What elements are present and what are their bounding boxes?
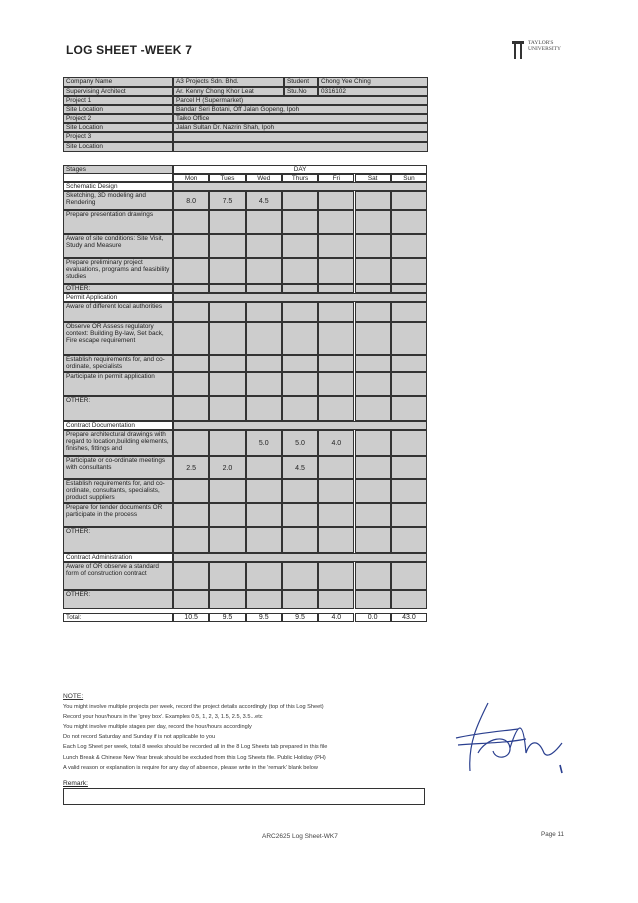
hours-cell[interactable]: [173, 234, 209, 258]
hours-cell[interactable]: [391, 372, 427, 396]
hours-cell[interactable]: [391, 456, 427, 479]
hours-cell[interactable]: [391, 562, 427, 590]
hours-cell[interactable]: [282, 302, 318, 322]
hours-cell[interactable]: [355, 396, 391, 421]
note-line: You might involve multiple projects per week, record the project details accordingly (top of this Log Sheet): [63, 704, 324, 711]
remark-label: Remark:: [63, 780, 88, 787]
day-header: Sat: [355, 174, 391, 182]
stages-spacer: [63, 174, 173, 182]
hours-cell[interactable]: [246, 479, 282, 503]
hours-cell[interactable]: 4.5: [282, 456, 318, 479]
hours-cell[interactable]: [282, 372, 318, 396]
day-header: Fri: [318, 174, 354, 182]
hours-cell[interactable]: [391, 430, 427, 456]
hours-cell[interactable]: [209, 258, 245, 284]
note-line: Lunch Break & Chinese New Year break should be excluded from this Log Sheets file. Public Holiday (PH): [63, 754, 326, 761]
section-header: Contract Documentation: [63, 421, 173, 430]
hours-cell[interactable]: 4.0: [318, 430, 354, 456]
total-label: Total:: [63, 613, 173, 622]
day-header: Tues: [209, 174, 245, 182]
section-header: Contract Administration: [63, 553, 173, 562]
note-line: A valid reason or explanation is require for any day of absence, please write in the 'remark' blank below: [63, 764, 318, 771]
stage-row-label: OTHER:: [63, 590, 173, 609]
stage-row-label: Prepare presentation drawings: [63, 210, 173, 234]
site3-value[interactable]: [173, 142, 428, 152]
total-value: 10.5: [173, 613, 209, 622]
hours-cell[interactable]: [246, 284, 282, 293]
hours-cell[interactable]: [391, 234, 427, 258]
note-line: Each Log Sheet per week, total 8 weeks should be recorded all in the 8 Log Sheets tab prepared in this file: [63, 744, 328, 751]
hours-cell[interactable]: [246, 396, 282, 421]
hours-cell[interactable]: [355, 562, 391, 590]
stage-row-label: OTHER:: [63, 284, 173, 293]
hours-cell[interactable]: [391, 527, 427, 553]
hours-cell[interactable]: [209, 372, 245, 396]
day-label: DAY: [173, 165, 427, 174]
hours-cell[interactable]: [209, 527, 245, 553]
section-header-band: [173, 182, 427, 191]
university-crest-icon: [512, 40, 524, 60]
total-value: 9.5: [282, 613, 318, 622]
stage-row-label: Participate in permit application: [63, 372, 173, 396]
hours-cell[interactable]: [282, 284, 318, 293]
page-title: LOG SHEET -WEEK 7: [66, 43, 193, 57]
hours-cell[interactable]: [318, 479, 354, 503]
hours-cell[interactable]: [209, 562, 245, 590]
hours-cell[interactable]: [173, 503, 209, 527]
stages-label: Stages: [63, 165, 173, 174]
hours-cell[interactable]: [355, 503, 391, 527]
hours-cell[interactable]: [318, 396, 354, 421]
stage-row-label: Establish requirements for, and co-ordinate, consultants, specialists, product suppliers: [63, 479, 173, 503]
hours-cell[interactable]: [391, 302, 427, 322]
hours-cell[interactable]: [355, 527, 391, 553]
hours-cell[interactable]: [282, 562, 318, 590]
hours-cell[interactable]: 2.5: [173, 456, 209, 479]
hours-cell[interactable]: [173, 527, 209, 553]
section-header-band: [173, 553, 427, 562]
hours-cell[interactable]: [318, 210, 354, 234]
hours-cell[interactable]: [355, 284, 391, 293]
hours-cell[interactable]: [318, 322, 354, 355]
hours-cell[interactable]: [391, 284, 427, 293]
hours-cell[interactable]: [209, 503, 245, 527]
section-header-band: [173, 293, 427, 302]
hours-cell[interactable]: [355, 479, 391, 503]
hours-cell[interactable]: [246, 302, 282, 322]
stage-row-label: Prepare architectural drawings with regard to location,building elements, finishes, fittings and: [63, 430, 173, 456]
hours-cell[interactable]: [173, 355, 209, 372]
hours-cell[interactable]: [282, 234, 318, 258]
hours-cell[interactable]: [209, 234, 245, 258]
stage-row-label: Participate or co-ordinate meetings with consultants: [63, 456, 173, 479]
hours-cell[interactable]: [282, 590, 318, 609]
stage-row-label: Prepare preliminary project evaluations, programs and feasibility studies: [63, 258, 173, 284]
hours-cell[interactable]: [355, 590, 391, 609]
hours-cell[interactable]: [282, 479, 318, 503]
hours-cell[interactable]: [391, 590, 427, 609]
notes-heading: NOTE:: [63, 693, 84, 700]
hours-cell[interactable]: [355, 191, 391, 210]
stage-row-label: Sketching, 3D modeling and Rendering: [63, 191, 173, 210]
student-value[interactable]: Chong Yee Ching: [318, 77, 428, 87]
project2-label: Project 2: [63, 114, 173, 123]
site1-label: Site Location: [63, 105, 173, 114]
hours-cell[interactable]: [282, 322, 318, 355]
stage-row-label: Establish requirements for, and co-ordinate, specialists: [63, 355, 173, 372]
hours-cell[interactable]: [246, 234, 282, 258]
hours-cell[interactable]: [355, 210, 391, 234]
hours-cell[interactable]: [209, 430, 245, 456]
stuno-value[interactable]: 0316102: [318, 87, 428, 96]
project2-value[interactable]: Taiko Office: [173, 114, 428, 123]
hours-cell[interactable]: [282, 210, 318, 234]
hours-cell[interactable]: [318, 258, 354, 284]
note-line: Record your hour/hours in the 'grey box'. Examples 0.5, 1, 2, 3, 1.5, 2.5, 3.5...etc: [63, 714, 263, 721]
hours-cell[interactable]: [282, 258, 318, 284]
stage-row-label: Aware of OR observe a standard form of construction contract: [63, 562, 173, 590]
logo-line-2: UNIVERSITY: [528, 46, 561, 52]
hours-cell[interactable]: [318, 284, 354, 293]
page-number: Page 11: [541, 831, 564, 838]
site2-label: Site Location: [63, 123, 173, 132]
hours-cell[interactable]: [173, 396, 209, 421]
hours-cell[interactable]: [173, 479, 209, 503]
hours-cell[interactable]: [355, 456, 391, 479]
hours-cell[interactable]: [209, 396, 245, 421]
hours-cell[interactable]: [391, 258, 427, 284]
hours-cell[interactable]: [209, 590, 245, 609]
stage-row-label: Aware of site conditions: Site Visit, Study and Measure: [63, 234, 173, 258]
hours-cell[interactable]: 8.0: [173, 191, 209, 210]
hours-cell[interactable]: [173, 302, 209, 322]
hours-cell[interactable]: [318, 372, 354, 396]
hours-cell[interactable]: [355, 355, 391, 372]
stage-row-label: OTHER:: [63, 396, 173, 421]
hours-cell[interactable]: [173, 322, 209, 355]
hours-cell[interactable]: [246, 372, 282, 396]
hours-cell[interactable]: [173, 430, 209, 456]
student-label: Student: [284, 77, 318, 87]
hours-cell[interactable]: [173, 562, 209, 590]
hours-cell[interactable]: [246, 503, 282, 527]
architect-label: Supervising Architect: [63, 87, 173, 96]
note-line: Do not record Saturday and Sunday if is not applicable to you: [63, 734, 216, 741]
hours-cell[interactable]: [246, 210, 282, 234]
hours-cell[interactable]: [355, 302, 391, 322]
hours-cell[interactable]: [282, 503, 318, 527]
hours-cell[interactable]: [355, 430, 391, 456]
project3-label: Project 3: [63, 132, 173, 142]
total-value: 9.5: [246, 613, 282, 622]
architect-value[interactable]: Ar. Kenny Chong Khor Leat: [173, 87, 284, 96]
hours-cell[interactable]: 4.5: [246, 191, 282, 210]
note-line: You might involve multiple stages per day, record the hour/hours accordingly: [63, 724, 252, 731]
stage-row-label: Prepare for tender documents OR participate in the process: [63, 503, 173, 527]
hours-cell[interactable]: 2.0: [209, 456, 245, 479]
hours-cell[interactable]: [391, 355, 427, 372]
hours-cell[interactable]: [209, 322, 245, 355]
hours-cell[interactable]: [246, 527, 282, 553]
stage-row-label: Observe OR Assess regulatory context: Building By-law, Set back, Fire escape requirement: [63, 322, 173, 355]
stage-row-label: OTHER:: [63, 527, 173, 553]
section-header: Schematic Design: [63, 182, 173, 191]
hours-cell[interactable]: [318, 590, 354, 609]
site3-label: Site Location: [63, 142, 173, 152]
hours-cell[interactable]: [209, 210, 245, 234]
hours-cell[interactable]: [355, 258, 391, 284]
signature-image: [448, 693, 566, 781]
hours-cell[interactable]: [209, 302, 245, 322]
hours-cell[interactable]: [173, 258, 209, 284]
hours-cell[interactable]: [246, 562, 282, 590]
hours-cell[interactable]: [391, 396, 427, 421]
section-header: Permit Application: [63, 293, 173, 302]
hours-cell[interactable]: [246, 590, 282, 609]
total-value: 43.0: [391, 613, 427, 622]
hours-cell[interactable]: [209, 284, 245, 293]
hours-cell[interactable]: [246, 456, 282, 479]
site2-value[interactable]: Jalan Sultan Dr. Nazrin Shah, Ipoh: [173, 123, 428, 132]
footer-text: ARC2625 Log Sheet-WK7: [262, 833, 338, 840]
hours-cell[interactable]: [209, 355, 245, 372]
hours-cell[interactable]: [355, 372, 391, 396]
hours-cell[interactable]: [318, 355, 354, 372]
total-value: 9.5: [209, 613, 245, 622]
hours-cell[interactable]: [282, 527, 318, 553]
day-header: Thurs: [282, 174, 318, 182]
hours-cell[interactable]: [209, 479, 245, 503]
hours-cell[interactable]: [318, 503, 354, 527]
hours-cell[interactable]: [391, 322, 427, 355]
day-header: Mon: [173, 174, 209, 182]
hours-cell[interactable]: [318, 527, 354, 553]
company-name-value[interactable]: A3 Projects Sdn. Bhd.: [173, 77, 284, 87]
hours-cell[interactable]: [318, 562, 354, 590]
hours-cell[interactable]: [391, 479, 427, 503]
company-name-label: Company Name: [63, 77, 173, 87]
hours-cell[interactable]: [391, 191, 427, 210]
total-value: 0.0: [355, 613, 391, 622]
hours-cell[interactable]: [173, 372, 209, 396]
hours-cell[interactable]: [173, 284, 209, 293]
hours-cell[interactable]: [246, 322, 282, 355]
day-header: Wed: [246, 174, 282, 182]
notes-section: [63, 692, 443, 773]
hours-cell[interactable]: [282, 191, 318, 210]
site1-value[interactable]: Bandar Seri Botani, Off Jalan Gopeng, Ipoh: [173, 105, 428, 114]
hours-cell[interactable]: [173, 590, 209, 609]
stage-row-label: Aware of different local authorities: [63, 302, 173, 322]
hours-cell[interactable]: [318, 456, 354, 479]
university-logo: [512, 38, 572, 62]
hours-cell[interactable]: [391, 503, 427, 527]
total-value: 4.0: [318, 613, 354, 622]
hours-cell[interactable]: [246, 258, 282, 284]
hours-cell[interactable]: [318, 191, 354, 210]
hours-cell[interactable]: [391, 210, 427, 234]
hours-cell[interactable]: [246, 355, 282, 372]
hours-cell[interactable]: 5.0: [246, 430, 282, 456]
hours-cell[interactable]: [355, 322, 391, 355]
project1-value[interactable]: Parcel H (Supermarket): [173, 96, 428, 105]
day-header: Sun: [391, 174, 427, 182]
hours-cell[interactable]: 5.0: [282, 430, 318, 456]
hours-cell[interactable]: 7.5: [209, 191, 245, 210]
project3-value[interactable]: [173, 132, 428, 142]
stuno-label: Stu.No: [284, 87, 318, 96]
logo-line-1: TAYLOR'S: [528, 40, 554, 46]
hours-cell[interactable]: [282, 355, 318, 372]
hours-cell[interactable]: [318, 302, 354, 322]
hours-cell[interactable]: [173, 210, 209, 234]
project1-label: Project 1: [63, 96, 173, 105]
section-header-band: [173, 421, 427, 430]
remark-input[interactable]: [63, 788, 425, 805]
hours-cell[interactable]: [355, 234, 391, 258]
hours-cell[interactable]: [318, 234, 354, 258]
hours-cell[interactable]: [282, 396, 318, 421]
